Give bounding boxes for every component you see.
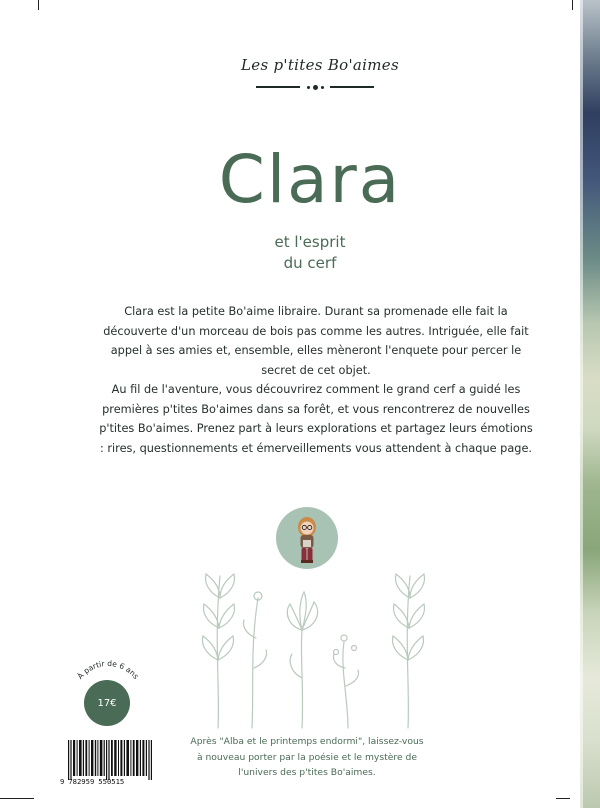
crop-mark-top-right — [572, 0, 573, 10]
barcode — [68, 740, 152, 780]
tagline-line-1: Après "Alba et le printemps endormi", laissez-vous — [190, 736, 424, 747]
crop-mark-top-left — [38, 0, 39, 10]
price-label: 17€ — [97, 697, 117, 709]
book-blurb — [96, 302, 536, 458]
barcode-digit-group-2: 782959 — [68, 777, 95, 786]
doll-figure-icon — [276, 507, 338, 569]
tagline-line-2: à nouveau porter par la poésie et le mystère de — [196, 751, 418, 763]
barcode-digit-group-3: 550515 — [98, 777, 125, 786]
doll-avatar — [276, 507, 338, 569]
spine-illustration — [580, 0, 600, 808]
blurb-paragraph-1: Clara est la petite Bo'aime libraire. Durant sa promenade elle fait la découverte d'un morceau de bois pas comme les autres. Intriguée, elle fait appel à ses amies et, ensemble, elles mèneront l'enquete pour percer le secret de cet objet. — [103, 305, 529, 377]
barcode-digit-1: 9 — [60, 777, 65, 786]
brand-logo: Les p'tites Bo'aimes — [241, 56, 399, 74]
barcode-number — [60, 777, 156, 786]
book-title: Clara — [218, 141, 402, 218]
price-badge — [84, 680, 130, 726]
crop-mark-bottom-right — [556, 798, 570, 799]
brand-dots-ornament — [300, 82, 330, 92]
crop-mark-bottom-left — [0, 798, 34, 799]
tagline-line-3: l'univers des p'tites Bo'aimes. — [238, 767, 376, 778]
barcode-bars — [68, 740, 152, 780]
blurb-paragraph-2: Au fil de l'aventure, vous découvrirez comment le grand cerf a guidé les premières p'tites Bo'aimes dans sa forêt, et vous rencontrerez de nouvelles p'tites Bo'aimes. Prenez part à leurs explorations et partagez leurs émotions : rires, questionnements et émerveillements vous attendent à chaque page. — [99, 383, 533, 455]
book-subtitle — [220, 232, 400, 274]
age-label: À partir de 6 ans — [75, 658, 141, 681]
series-tagline — [172, 734, 442, 781]
subtitle-line-1: et l'esprit — [274, 233, 346, 251]
subtitle-line-2: du cerf — [283, 254, 337, 272]
flowers-illustration — [190, 568, 440, 733]
